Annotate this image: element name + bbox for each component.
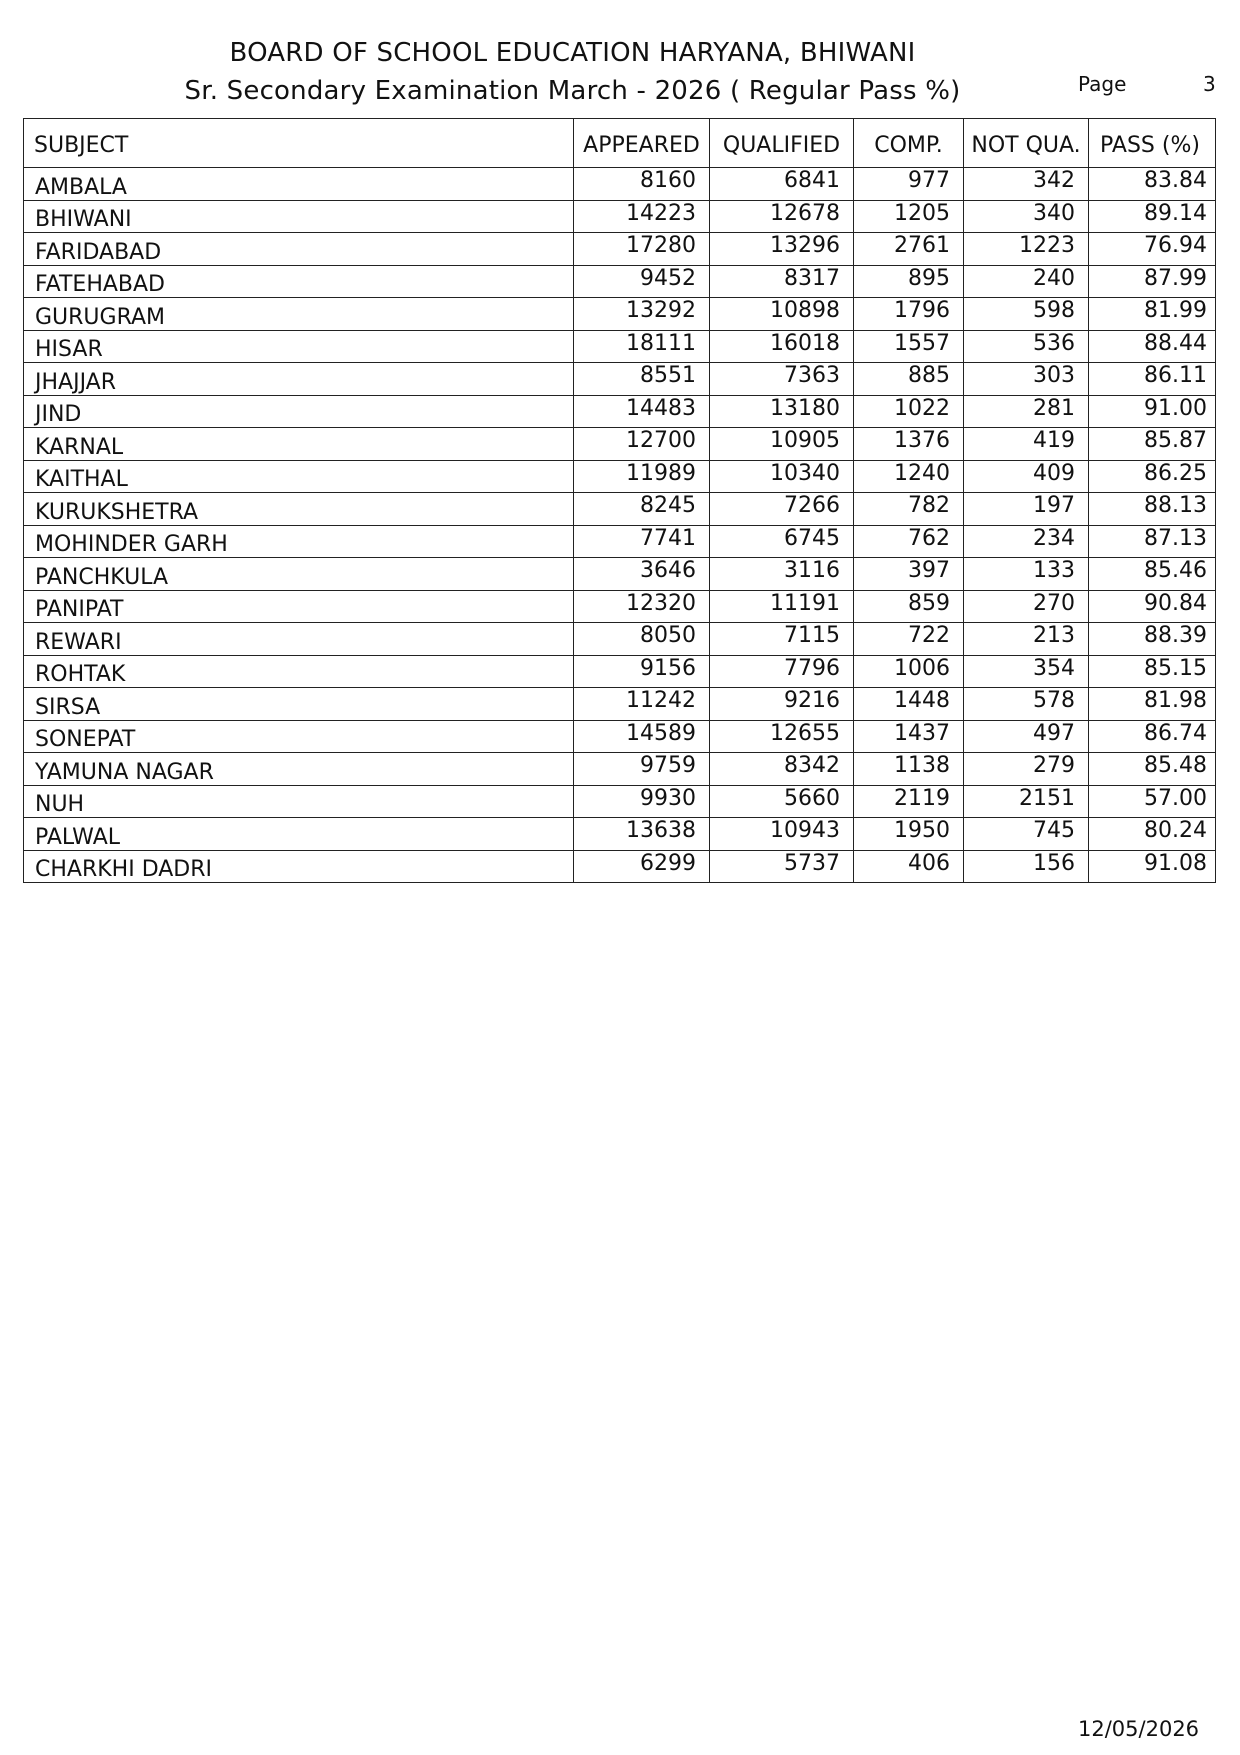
pass-cell: 86.25 [1089, 460, 1216, 493]
appeared-cell: 14223 [574, 200, 710, 233]
table-body [24, 168, 1216, 883]
subject-cell: JHAJJAR [24, 363, 574, 396]
table-row [24, 200, 1216, 233]
subject-cell: KARNAL [24, 428, 574, 461]
appeared-cell: 8050 [574, 623, 710, 656]
qualified-cell: 3116 [710, 558, 854, 591]
table-row [24, 298, 1216, 331]
pass-cell: 88.44 [1089, 330, 1216, 363]
appeared-cell: 17280 [574, 233, 710, 266]
table-header-row [24, 119, 1216, 168]
comp-cell: 406 [854, 850, 964, 883]
comp-cell: 895 [854, 265, 964, 298]
subject-cell: FARIDABAD [24, 233, 574, 266]
comp-cell: 1376 [854, 428, 964, 461]
appeared-cell: 8551 [574, 363, 710, 396]
qualified-cell: 12655 [710, 720, 854, 753]
subject-cell: AMBALA [24, 168, 574, 201]
comp-cell: 1205 [854, 200, 964, 233]
table-row [24, 330, 1216, 363]
qualified-cell: 10905 [710, 428, 854, 461]
pass-cell: 81.99 [1089, 298, 1216, 331]
table-row [24, 688, 1216, 721]
qualified-cell: 13296 [710, 233, 854, 266]
comp-cell: 977 [854, 168, 964, 201]
appeared-cell: 9156 [574, 655, 710, 688]
qualified-cell: 5737 [710, 850, 854, 883]
subject-cell: HISAR [24, 330, 574, 363]
pass-cell: 76.94 [1089, 233, 1216, 266]
subject-cell: ROHTAK [24, 655, 574, 688]
subject-cell: FATEHABAD [24, 265, 574, 298]
qualified-cell: 13180 [710, 395, 854, 428]
not-qua-cell: 270 [964, 590, 1089, 623]
not-qua-cell: 536 [964, 330, 1089, 363]
table-row [24, 493, 1216, 526]
column-header-subject: SUBJECT [24, 119, 574, 168]
column-header-not-qua: NOT QUA. [964, 119, 1089, 168]
not-qua-cell: 133 [964, 558, 1089, 591]
not-qua-cell: 281 [964, 395, 1089, 428]
page-number: 3 [1203, 72, 1216, 96]
appeared-cell: 9452 [574, 265, 710, 298]
table-row [24, 525, 1216, 558]
appeared-cell: 11989 [574, 460, 710, 493]
not-qua-cell: 497 [964, 720, 1089, 753]
table-row [24, 233, 1216, 266]
comp-cell: 762 [854, 525, 964, 558]
comp-cell: 2119 [854, 785, 964, 818]
not-qua-cell: 598 [964, 298, 1089, 331]
not-qua-cell: 354 [964, 655, 1089, 688]
subject-cell: MOHINDER GARH [24, 525, 574, 558]
comp-cell: 1240 [854, 460, 964, 493]
table-row [24, 655, 1216, 688]
qualified-cell: 6841 [710, 168, 854, 201]
appeared-cell: 13638 [574, 818, 710, 851]
subject-cell: SONEPAT [24, 720, 574, 753]
pass-cell: 86.11 [1089, 363, 1216, 396]
subject-cell: KURUKSHETRA [24, 493, 574, 526]
pass-cell: 57.00 [1089, 785, 1216, 818]
subject-cell: NUH [24, 785, 574, 818]
qualified-cell: 9216 [710, 688, 854, 721]
column-header-comp: COMP. [854, 119, 964, 168]
subject-cell: PANCHKULA [24, 558, 574, 591]
table-row [24, 818, 1216, 851]
subject-cell: PALWAL [24, 818, 574, 851]
appeared-cell: 7741 [574, 525, 710, 558]
appeared-cell: 11242 [574, 688, 710, 721]
comp-cell: 2761 [854, 233, 964, 266]
subject-cell: JIND [24, 395, 574, 428]
appeared-cell: 18111 [574, 330, 710, 363]
pass-cell: 86.74 [1089, 720, 1216, 753]
not-qua-cell: 234 [964, 525, 1089, 558]
appeared-cell: 9759 [574, 753, 710, 786]
qualified-cell: 8317 [710, 265, 854, 298]
qualified-cell: 7363 [710, 363, 854, 396]
appeared-cell: 6299 [574, 850, 710, 883]
subject-cell: REWARI [24, 623, 574, 656]
qualified-cell: 11191 [710, 590, 854, 623]
pass-cell: 85.48 [1089, 753, 1216, 786]
not-qua-cell: 279 [964, 753, 1089, 786]
qualified-cell: 7266 [710, 493, 854, 526]
pass-cell: 80.24 [1089, 818, 1216, 851]
not-qua-cell: 340 [964, 200, 1089, 233]
pass-cell: 85.15 [1089, 655, 1216, 688]
not-qua-cell: 2151 [964, 785, 1089, 818]
column-header-appeared: APPEARED [574, 119, 710, 168]
appeared-cell: 14483 [574, 395, 710, 428]
pass-cell: 90.84 [1089, 590, 1216, 623]
pass-cell: 91.08 [1089, 850, 1216, 883]
subject-cell: BHIWANI [24, 200, 574, 233]
not-qua-cell: 303 [964, 363, 1089, 396]
pass-cell: 87.13 [1089, 525, 1216, 558]
comp-cell: 1006 [854, 655, 964, 688]
not-qua-cell: 578 [964, 688, 1089, 721]
document-title: BOARD OF SCHOOL EDUCATION HARYANA, BHIWANI [229, 38, 916, 68]
comp-cell: 1437 [854, 720, 964, 753]
table-row [24, 460, 1216, 493]
appeared-cell: 12700 [574, 428, 710, 461]
comp-cell: 1138 [854, 753, 964, 786]
not-qua-cell: 213 [964, 623, 1089, 656]
qualified-cell: 12678 [710, 200, 854, 233]
comp-cell: 1557 [854, 330, 964, 363]
appeared-cell: 13292 [574, 298, 710, 331]
table-row [24, 558, 1216, 591]
qualified-cell: 10898 [710, 298, 854, 331]
pass-cell: 89.14 [1089, 200, 1216, 233]
pass-cell: 85.46 [1089, 558, 1216, 591]
not-qua-cell: 419 [964, 428, 1089, 461]
appeared-cell: 14589 [574, 720, 710, 753]
qualified-cell: 16018 [710, 330, 854, 363]
comp-cell: 1022 [854, 395, 964, 428]
table-row [24, 265, 1216, 298]
column-header-pass: PASS (%) [1089, 119, 1216, 168]
comp-cell: 722 [854, 623, 964, 656]
pass-cell: 83.84 [1089, 168, 1216, 201]
table-row [24, 428, 1216, 461]
not-qua-cell: 1223 [964, 233, 1089, 266]
comp-cell: 1796 [854, 298, 964, 331]
subject-cell: SIRSA [24, 688, 574, 721]
table-row [24, 785, 1216, 818]
comp-cell: 1448 [854, 688, 964, 721]
column-header-qualified: QUALIFIED [710, 119, 854, 168]
table-row [24, 590, 1216, 623]
not-qua-cell: 240 [964, 265, 1089, 298]
qualified-cell: 7796 [710, 655, 854, 688]
table-row [24, 753, 1216, 786]
subject-cell: CHARKHI DADRI [24, 850, 574, 883]
qualified-cell: 10943 [710, 818, 854, 851]
pass-cell: 87.99 [1089, 265, 1216, 298]
pass-cell: 81.98 [1089, 688, 1216, 721]
qualified-cell: 10340 [710, 460, 854, 493]
not-qua-cell: 409 [964, 460, 1089, 493]
table-row [24, 168, 1216, 201]
pass-cell: 88.39 [1089, 623, 1216, 656]
qualified-cell: 7115 [710, 623, 854, 656]
table-row [24, 363, 1216, 396]
comp-cell: 1950 [854, 818, 964, 851]
qualified-cell: 5660 [710, 785, 854, 818]
table-row [24, 850, 1216, 883]
subject-cell: PANIPAT [24, 590, 574, 623]
results-table [23, 118, 1216, 883]
page-label: Page [1078, 72, 1127, 96]
qualified-cell: 8342 [710, 753, 854, 786]
comp-cell: 397 [854, 558, 964, 591]
qualified-cell: 6745 [710, 525, 854, 558]
pass-cell: 88.13 [1089, 493, 1216, 526]
pass-cell: 85.87 [1089, 428, 1216, 461]
subject-cell: GURUGRAM [24, 298, 574, 331]
report-date: 12/05/2026 [1078, 1717, 1200, 1741]
appeared-cell: 8160 [574, 168, 710, 201]
comp-cell: 859 [854, 590, 964, 623]
subject-cell: YAMUNA NAGAR [24, 753, 574, 786]
appeared-cell: 3646 [574, 558, 710, 591]
comp-cell: 885 [854, 363, 964, 396]
not-qua-cell: 156 [964, 850, 1089, 883]
appeared-cell: 9930 [574, 785, 710, 818]
subject-cell: KAITHAL [24, 460, 574, 493]
appeared-cell: 8245 [574, 493, 710, 526]
comp-cell: 782 [854, 493, 964, 526]
table-row [24, 395, 1216, 428]
not-qua-cell: 745 [964, 818, 1089, 851]
not-qua-cell: 342 [964, 168, 1089, 201]
not-qua-cell: 197 [964, 493, 1089, 526]
document-subtitle: Sr. Secondary Examination March - 2026 ( Regular Pass %) [184, 76, 961, 106]
table-row [24, 720, 1216, 753]
appeared-cell: 12320 [574, 590, 710, 623]
table-row [24, 623, 1216, 656]
pass-cell: 91.00 [1089, 395, 1216, 428]
